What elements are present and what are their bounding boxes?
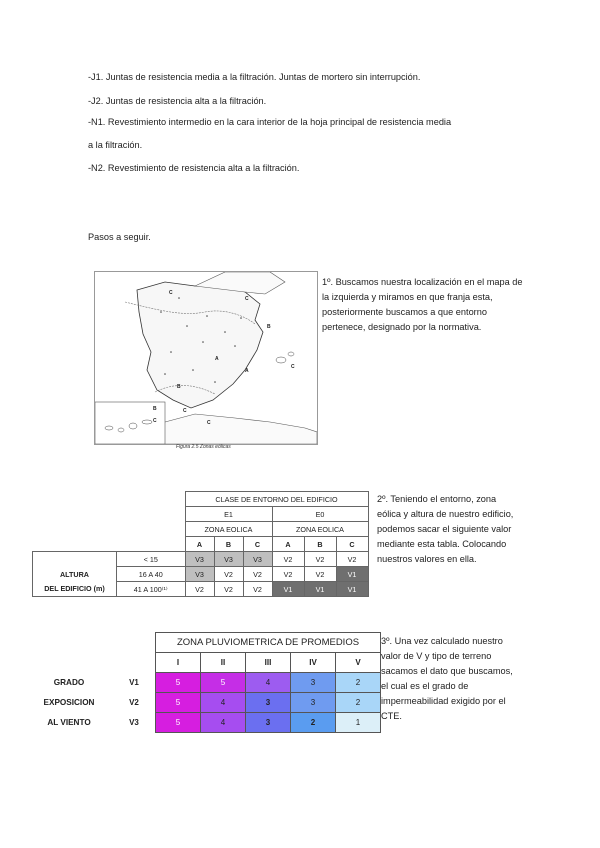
step1-text: 1º. Buscamos nuestra localización en el mapa de la izquierda y miramos en que franja esta, posteriormente buscamos a que entorno pertenece, designado por la normativa. <box>322 277 523 332</box>
cell: 3 <box>246 693 291 713</box>
zone-label: A <box>245 368 249 374</box>
v-label: V2 <box>129 698 139 707</box>
cell: 3 <box>246 713 291 733</box>
row-height: 41 A 100⁽¹⁾ <box>117 582 186 597</box>
col-header: B <box>304 537 336 552</box>
wind-zones-map <box>94 271 318 445</box>
zone-label: A <box>215 356 219 362</box>
cell: 4 <box>246 673 291 693</box>
table1-e1: E1 <box>185 507 272 522</box>
cell: 5 <box>156 673 201 693</box>
cell: V1 <box>336 567 368 582</box>
cell: V1 <box>304 582 336 597</box>
cell: V2 <box>214 567 243 582</box>
cell: 4 <box>201 713 246 733</box>
table2-title: ZONA PLUVIOMETRICA DE PROMEDIOS <box>156 633 381 653</box>
cell: V2 <box>243 582 272 597</box>
col-header: A <box>185 537 214 552</box>
cell: 5 <box>201 673 246 693</box>
cell: V2 <box>336 552 368 567</box>
step2-text: 2º. Teniendo el entorno, zona eólica y altura de nuestro edificio, podemos sacar el siguiente valor mediante esta tabla. Colocando nuestros valores en ella. <box>377 494 514 564</box>
col-header: B <box>214 537 243 552</box>
cell: V3 <box>214 552 243 567</box>
balearic-island <box>288 352 294 356</box>
zone-label: C <box>291 364 295 370</box>
cell: V2 <box>272 552 304 567</box>
table1-e0: E0 <box>272 507 368 522</box>
definition-n1: -N1. Revestimiento intermedio en la cara interior de la hoja principal de resistencia media <box>88 117 452 127</box>
col-header: C <box>243 537 272 552</box>
cell: 2 <box>291 713 336 733</box>
row-label-viento: AL VIENTO <box>47 718 91 727</box>
col-header: C <box>336 537 368 552</box>
cell: 3 <box>291 673 336 693</box>
cell: V2 <box>243 567 272 582</box>
cell: 1 <box>336 713 381 733</box>
balearic-island <box>276 357 286 363</box>
cell: 5 <box>156 713 201 733</box>
zone-label: B <box>153 406 157 412</box>
definition-n2: -N2. Revestimiento de resistencia alta a la filtración. <box>88 163 300 173</box>
steps-title: Pasos a seguir. <box>88 232 151 242</box>
row-height: 16 A 40 <box>117 567 186 582</box>
cell: V1 <box>336 582 368 597</box>
row-label-edificio: DEL EDIFICIO (m) <box>33 582 117 597</box>
zone-label: C <box>153 418 157 424</box>
table1-title: CLASE DE ENTORNO DEL EDIFICIO <box>185 492 368 507</box>
cell: 2 <box>336 693 381 713</box>
v-label: V3 <box>129 718 139 727</box>
v-label: V1 <box>129 678 139 687</box>
table1-zona-e0: ZONA EOLICA <box>272 522 368 537</box>
zone-label: C <box>169 290 173 296</box>
row-label-grado: GRADO <box>53 678 85 687</box>
cell: 4 <box>201 693 246 713</box>
cell: V2 <box>304 552 336 567</box>
row-height: < 15 <box>117 552 186 567</box>
col-header: II <box>201 653 246 673</box>
row-label-altura: ALTURA <box>33 567 117 582</box>
col-header: III <box>246 653 291 673</box>
cell: 5 <box>156 693 201 713</box>
zone-label: B <box>267 324 271 330</box>
zone-label: C <box>183 408 187 414</box>
zone-label: B <box>177 384 181 390</box>
col-header: V <box>336 653 381 673</box>
cell: V2 <box>304 567 336 582</box>
definition-j1: -J1. Juntas de resistencia media a la filtración. Juntas de mortero sin interrupción. <box>88 72 421 82</box>
cell: V2 <box>272 567 304 582</box>
cell: 3 <box>291 693 336 713</box>
cell: V2 <box>185 582 214 597</box>
map-caption: Figura 2.5 Zonas eólicas <box>176 444 231 450</box>
cell: V3 <box>185 552 214 567</box>
impermeability-table <box>25 632 381 733</box>
zone-label: C <box>245 296 249 302</box>
step3-text: 3º. Una vez calculado nuestro valor de V y tipo de terreno sacamos el dato que buscamos, el cual es el grado de impermeabilidad exigido por el CTE. <box>381 636 513 721</box>
cell: V1 <box>272 582 304 597</box>
cell: 2 <box>336 673 381 693</box>
col-header: IV <box>291 653 336 673</box>
cell: V3 <box>243 552 272 567</box>
definition-n1-cont: a la filtración. <box>88 140 143 150</box>
table1-zona-e1: ZONA EOLICA <box>185 522 272 537</box>
cell: V3 <box>185 567 214 582</box>
exposure-class-table <box>32 491 369 597</box>
iberian-map-svg <box>95 272 317 444</box>
zone-label: C <box>207 420 211 426</box>
row-label-exposicion: EXPOSICION <box>43 698 95 707</box>
africa-outline <box>155 414 317 444</box>
cell: V2 <box>214 582 243 597</box>
col-header: I <box>156 653 201 673</box>
col-header: A <box>272 537 304 552</box>
definition-j2: -J2. Juntas de resistencia alta a la filtración. <box>88 96 267 106</box>
